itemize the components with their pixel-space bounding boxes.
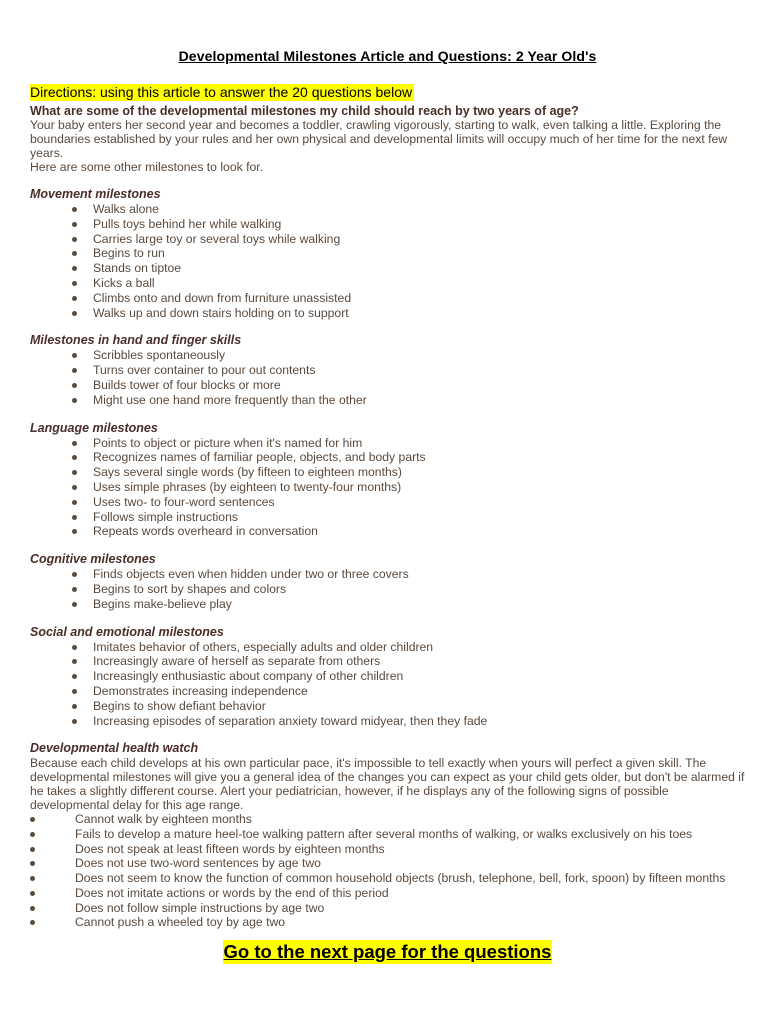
list-item — [72, 582, 745, 597]
list-item — [72, 276, 745, 291]
milestone-list — [30, 640, 745, 729]
bullet-icon — [72, 674, 77, 679]
list-item-text: Increasing episodes of separation anxiety toward midyear, then they fade — [93, 713, 488, 728]
list-item-text: Builds tower of four blocks or more — [93, 377, 281, 392]
bullet-icon — [72, 207, 77, 212]
list-item — [30, 827, 745, 842]
list-item-text: Imitates behavior of others, especially adults and older children — [93, 639, 434, 654]
health-watch-heading: Developmental health watch — [30, 741, 199, 756]
bullet-icon — [72, 587, 77, 592]
directions-highlight: Directions: using this article to answer the 20 questions below — [30, 84, 413, 100]
milestone-list — [30, 436, 745, 540]
list-item-text: Carries large toy or several toys while walking — [93, 231, 341, 246]
list-item-text: Walks up and down stairs holding on to support — [93, 305, 349, 320]
intro-paragraph: Your baby enters her second year and becomes a toddler, crawling vigorously, starting to walk, even talking a little. Exploring the boundaries established by your rules and her own physical and developmental limits will occupy much of her time for the next few years. — [30, 118, 728, 160]
list-item-text: Demonstrates increasing independence — [93, 683, 308, 698]
bullet-icon — [30, 817, 35, 822]
list-item — [30, 856, 745, 871]
document-title: Developmental Milestones Article and Questions: 2 Year Old's — [178, 48, 597, 64]
bullet-icon — [72, 441, 77, 446]
bullet-icon — [30, 832, 35, 837]
bullet-icon — [72, 311, 77, 316]
list-item-text: Scribbles spontaneously — [93, 348, 226, 363]
list-item-text: Pulls toys behind her while walking — [93, 216, 282, 231]
bullet-icon — [72, 281, 77, 286]
bullet-icon — [30, 847, 35, 852]
bullet-icon — [72, 500, 77, 505]
list-item-text: Begins make-believe play — [93, 596, 232, 611]
list-item — [72, 465, 745, 480]
list-item-text: Repeats words overheard in conversation — [93, 524, 318, 539]
list-item — [72, 306, 745, 321]
list-item-text: Cannot push a wheeled toy by age two — [75, 915, 286, 930]
bullet-icon — [72, 353, 77, 358]
bullet-icon — [72, 485, 77, 490]
bullet-icon — [72, 296, 77, 301]
list-item-text: Turns over container to pour out contents — [93, 363, 316, 378]
list-item — [72, 363, 745, 378]
list-item — [72, 378, 745, 393]
bullet-icon — [72, 719, 77, 724]
list-item — [72, 291, 745, 306]
list-item — [30, 886, 745, 901]
list-item-text: Begins to run — [93, 246, 165, 261]
list-item-text: Might use one hand more frequently than the other — [93, 392, 367, 407]
list-item — [72, 597, 745, 612]
list-item-text: Increasingly enthusiastic about company of other children — [93, 669, 404, 684]
list-item — [30, 842, 745, 857]
list-item — [30, 812, 745, 827]
bullet-icon — [30, 891, 35, 896]
bullet-icon — [30, 906, 35, 911]
list-item — [72, 699, 745, 714]
bullet-icon — [72, 704, 77, 709]
document-page — [30, 48, 745, 964]
list-item-text: Stands on tiptoe — [93, 261, 182, 276]
next-page-wrap — [30, 940, 745, 964]
bullet-icon — [72, 455, 77, 460]
list-item-text: Does not seem to know the function of common household objects (brush, telephone, bell, fork, spoon) by fifteen months — [75, 871, 726, 886]
list-item — [72, 450, 745, 465]
health-watch-paragraph: Because each child develops at his own particular pace, it's impossible to tell exactly when yours will perfect a given skill. The developmental milestones will give you a general idea of the changes you can expect as your child gets older, but don't be alarmed if he takes a slightly different course. Alert your pediatrician, however, if he displays any of the following signs of possible developmental delay for this age range. — [30, 756, 745, 813]
list-item — [72, 202, 745, 217]
bullet-icon — [30, 861, 35, 866]
intro-lead: Here are some other milestones to look for. — [30, 160, 264, 174]
bullet-icon — [72, 602, 77, 607]
intro-question: What are some of the developmental milestones my child should reach by two years of age? — [30, 104, 579, 118]
section-heading: Language milestones — [30, 420, 158, 435]
list-item-text: Fails to develop a mature heel-toe walking pattern after several months of walking, or walks exclusively on his toes — [75, 827, 693, 842]
list-item-text: Recognizes names of familiar people, objects, and body parts — [93, 450, 426, 465]
bullet-icon — [72, 645, 77, 650]
bullet-icon — [72, 368, 77, 373]
list-item-text: Points to object or picture when it's named for him — [93, 435, 363, 450]
bullet-icon — [72, 689, 77, 694]
bullet-icon — [72, 222, 77, 227]
list-item-text: Kicks a ball — [93, 275, 155, 290]
bullet-icon — [72, 659, 77, 664]
list-item-text: Uses simple phrases (by eighteen to twenty-four months) — [93, 479, 402, 494]
bullet-icon — [72, 515, 77, 520]
milestone-list — [30, 202, 745, 320]
list-item — [72, 510, 745, 525]
bullet-icon — [30, 876, 35, 881]
section-heading: Milestones in hand and finger skills — [30, 333, 242, 348]
bullet-icon — [30, 920, 35, 925]
bullet-icon — [72, 529, 77, 534]
bullet-icon — [72, 266, 77, 271]
list-item-text: Climbs onto and down from furniture unassisted — [93, 290, 352, 305]
section-heading: Movement milestones — [30, 187, 161, 201]
list-item — [72, 567, 745, 582]
health-watch-list — [30, 812, 745, 930]
list-item — [72, 436, 745, 451]
list-item-text: Walks alone — [93, 202, 159, 216]
list-item-text: Uses two- to four-word sentences — [93, 494, 275, 509]
bullet-icon — [72, 572, 77, 577]
milestone-sections — [30, 187, 745, 728]
list-item — [30, 901, 745, 916]
list-item — [72, 524, 745, 539]
list-item — [72, 714, 745, 729]
bullet-icon — [72, 251, 77, 256]
section-heading: Cognitive milestones — [30, 552, 156, 567]
list-item — [72, 480, 745, 495]
list-item-text: Begins to sort by shapes and colors — [93, 581, 287, 596]
list-item-text: Cannot walk by eighteen months — [75, 812, 252, 827]
list-item-text: Does not speak at least fifteen words by eighteen months — [75, 841, 385, 856]
bullet-icon — [72, 237, 77, 242]
list-item — [72, 217, 745, 232]
list-item — [72, 654, 745, 669]
list-item — [72, 669, 745, 684]
list-item — [72, 348, 745, 363]
milestone-list — [30, 348, 745, 407]
list-item — [72, 684, 745, 699]
list-item — [30, 871, 745, 886]
list-item-text: Says several single words (by fifteen to eighteen months) — [93, 465, 402, 480]
bullet-icon — [72, 398, 77, 403]
list-item — [72, 232, 745, 247]
list-item-text: Finds objects even when hidden under two or three covers — [93, 567, 409, 582]
list-item-text: Does not use two-word sentences by age two — [75, 856, 321, 871]
list-item-text: Does not follow simple instructions by age two — [75, 900, 325, 915]
list-item — [72, 246, 745, 261]
milestone-list — [30, 567, 745, 611]
list-item-text: Begins to show defiant behavior — [93, 698, 266, 713]
list-item — [72, 640, 745, 655]
list-item — [72, 495, 745, 510]
list-item — [72, 393, 745, 408]
list-item-text: Increasingly aware of herself as separate from others — [93, 654, 381, 669]
section-heading: Social and emotional milestones — [30, 624, 224, 639]
bullet-icon — [72, 470, 77, 475]
bullet-icon — [72, 383, 77, 388]
list-item-text: Follows simple instructions — [93, 509, 238, 524]
list-item — [30, 915, 745, 930]
list-item-text: Does not imitate actions or words by the end of this period — [75, 885, 389, 900]
next-page-notice: Go to the next page for the questions — [223, 940, 552, 962]
list-item — [72, 261, 745, 276]
